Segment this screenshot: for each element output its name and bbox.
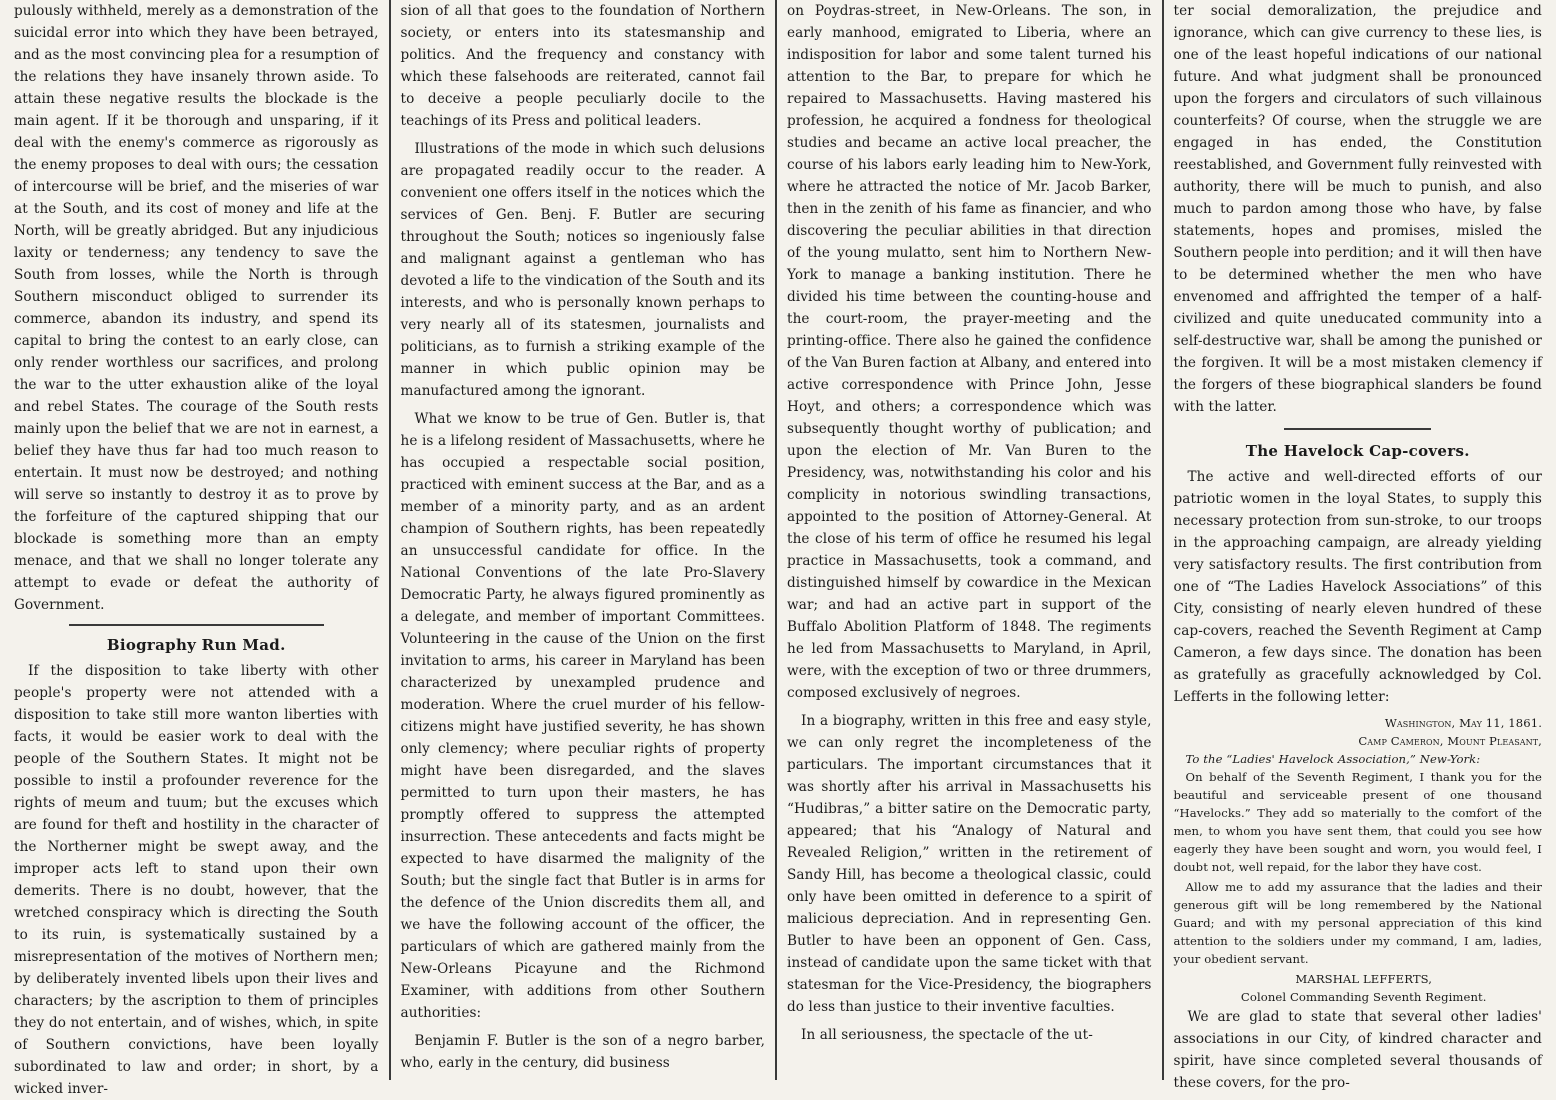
paragraph: sion of all that goes to the foundation of Northern society, or enters into its statesmanship and politics. And the frequency and constancy with which these falsehoods are reiterated, cannot fail to deceive a people peculiarly docile to the teachings of its Press and political leaders. xyxy=(400,3,765,129)
paragraph: Illustrations of the mode in which such delusions are propagated readily occur to the reader. A convenient one offers itself in the notices which the services of Gen. Benj. F. Butler are securing throughout the South; notices so ingeniously false and malignant against a gentleman who has devoted a life to the vindication of the South and its interests, and who is personally known perhaps to very nearly all of its statesmen, journalists and politicians, as to furnish a striking example of the manner in which public opinion may be manufactured among the ignorant. xyxy=(400,141,765,399)
letter-signature: MARSHAL LEFFERTS, xyxy=(1295,972,1433,986)
paragraph: In all seriousness, the spectacle of the ut- xyxy=(801,1027,1093,1043)
column-3 xyxy=(777,0,1162,1080)
paragraph: on Poydras-street, in New-Orleans. The son, in early manhood, emigrated to Liberia, where an indisposition for labor and some talent turned his attention to the Bar, to prepare for which he repaired to Massachusetts. Having mastered his profession, he acquired a fondness for theological studies and became an active local preacher, the course of his labors early leading him to New-York, where he attracted the notice of Mr. Jacob Barker, then in the zenith of his fame as financier, and who discovering the peculiar abilities in that direction of the young mulatto, sent him to Northern New-York to manage a banking institution. There he divided his time between the counting-house and the court-room, the prayer-meeting and the printing-office. There also he gained the confidence of the Van Buren faction at Albany, and entered into active correspondence with Prince John, Jesse Hoyt, and others; a correspondence which was subsequently thought worthy of publication; and upon the election of Mr. Van Buren to the Presidency, was, notwithstanding his color and his complicity in notorious swindling transactions, appointed to the position of Attorney-General. At the close of his term of office he resumed his legal practice in Massachusetts, took a command, and distinguished himself by cowardice in the Mexican war; and had an active part in support of the Buffalo Abolition Platform of 1848. The regiments he led from Massachusetts to Maryland, in April, were, with the exception of two or three drummers, composed exclusively of negroes. xyxy=(787,3,1152,701)
letter-paragraph: Allow me to add my assurance that the ladies and their generous gift will be long remembered by the National Guard; and with my personal appreciation of this kind attention to the soldiers under my command, I am, ladies, your obedient servant. xyxy=(1173,880,1542,966)
column-2 xyxy=(391,0,776,1080)
column-1 xyxy=(4,0,389,1097)
column-4 xyxy=(1164,0,1552,1091)
letter-paragraph: On behalf of the Seventh Regiment, I thank you for the beautiful and serviceable present of one thousand “Havelocks.” They add so materially to the comfort of the men, to whom you have sent them, that could you see how eagerly they have been sought and worn, you would feel, I doubt not, well repaid, for the labor they have cost. xyxy=(1173,770,1542,874)
letter-signature-title: Colonel Commanding Seventh Regiment. xyxy=(1240,990,1487,1004)
dateline: Camp Cameron, Mount Pleasant, xyxy=(1358,734,1542,748)
article-heading: The Havelock Cap-covers. xyxy=(1245,442,1470,460)
dateline: Washington, May 11, 1861. xyxy=(1384,716,1542,730)
letter-block xyxy=(1174,714,1542,1006)
paragraph: In a biography, written in this free and easy style, we can only regret the incompleteness of the particulars. The important circumstances that it was shortly after his arrival in Massachusetts his “Hudibras,” a bitter satire on the Democratic party, appeared; that his “Analogy of Natural and Revealed Religion,” written in the retirement of Sandy Hill, has become a theological classic, could only have been omitted in deference to a spirit of malicious depreciation. And in representing Gen. Butler to have been an opponent of Gen. Cass, instead of candidate upon the same ticket with that statesman for the Vice-Presidency, the biographers do less than justice to their inventive faculties. xyxy=(787,713,1152,1015)
paragraph: pulously withheld, merely as a demonstration of the suicidal error into which they have been betrayed, and as the most convincing plea for a resumption of the relations they have insanely thrown aside. To attain these negative results the blockade is the main agent. If it be thorough and unsparing, if it deal with the enemy's commerce as rigorously as the enemy proposes to deal with ours; the cessation of intercourse will be brief, and the miseries of war at the South, and its cost of money and life at the North, will be greatly abridged. But any injudicious laxity or tenderness; any tendency to save the South from losses, while the North is through Southern misconduct obliged to surrender its commerce, abandon its industry, and spend its capital to bring the contest to an early close, can only render worthless our sacrifices, and prolong the war to the utter exhaustion alike of the loyal and rebel States. The courage of the South rests mainly upon the belief that we are not in earnest, a belief they have thus far had too much reason to entertain. It must now be destroyed; and nothing will serve so instantly to destroy it as to prove by the forfeiture of the captured shipping that our blockade is something more than an empty menace, and that we shall no longer tolerate any attempt to evade or defeat the authority of Government. xyxy=(14,3,379,613)
paragraph: What we know to be true of Gen. Butler is, that he is a lifelong resident of Massachusetts, where he has occupied a respectable social position, practiced with eminent success at the Bar, and as a member of a minority party, and as an ardent champion of Southern rights, has been repeatedly an unsuccessful candidate for office. In the National Conventions of the late Pro-Slavery Democratic Party, he always figured prominently as a delegate, and member of important Committees. Volunteering in the cause of the Union on the first invitation to arms, his career in Maryland has been characterized by unexampled prudence and moderation. Where the cruel murder of his fellow-citizens might have justified severity, he has shown only clemency; where peculiar rights of property might have been disregarded, and the slaves permitted to turn upon their masters, he has promptly offered to suppress the attempted insurrection. These antecedents and facts might be expected to have disarmed the malignity of the South; but the single fact that Butler is in arms for the defence of the Union discredits them all, and we have the following account of the officer, the particulars of which are gathered mainly from the New-Orleans Picayune and the Richmond Examiner, with additions from other Southern authorities: xyxy=(400,411,765,1021)
paragraph: ter social demoralization, the prejudice and ignorance, which can give currency to these lies, is one of the least hopeful indications of our national future. And what judgment shall be pronounced upon the forgers and circulators of such villainous counterfeits? Of course, when the struggle we are engaged in has ended, the Constitution reestablished, and Government fully reinvested with authority, there will be much to punish, and also much to pardon among those who have, by false statements, hopes and promises, misled the Southern people into perdition; and it will then have to be determined whether the men who have envenomed and affrighted the temper of a half-civilized and quite uneducated community into a self-destructive war, shall be among the punished or the forgiven. It will be a most mistaken clemency if the forgers of these biographical slanders be found with the latter. xyxy=(1173,3,1542,415)
divider xyxy=(1284,428,1431,430)
letter-salutation: To the “Ladies' Havelock Association,” New-York: xyxy=(1185,752,1481,766)
paragraph: If the disposition to take liberty with other people's property were not attended with a disposition to take still more wanton liberties with facts, it would be easier work to deal with the people of the Southern States. It might not be possible to instil a profounder reverence for the rights of meum and tuum; but the excuses which are found for theft and hostility in the character of the Northerner might be swept away, and the improper acts left to stand upon their own demerits. There is no doubt, however, that the wretched conspiracy which is directing the South to its ruin, is systematically sustained by a misrepresentation of the motives of Northern men; by deliberately invented libels upon their lives and characters; by the ascription to them of principles they do not entertain, and of wishes, which, in spite of Southern convictions, have been loyally subordinated to law and order; in short, by a wicked inver- xyxy=(14,663,379,1097)
paragraph: The active and well-directed efforts of our patriotic women in the loyal States, to supply this necessary protection from sun-stroke, to our troops in the approaching campaign, are already yielding very satisfactory results. The first contribution from one of “The Ladies Havelock Associations” of this City, consisting of nearly eleven hundred of these cap-covers, reached the Seventh Regiment at Camp Cameron, a few days since. The donation has been as gratefully as gracefully acknowledged by Col. Lefferts in the following letter: xyxy=(1173,469,1542,705)
article-heading: Biography Run Mad. xyxy=(106,636,286,654)
divider xyxy=(69,624,324,626)
paragraph: We are glad to state that several other ladies' associations in our City, of kindred character and spirit, have since completed several thousands of these covers, for the pro- xyxy=(1173,1009,1542,1091)
paragraph: Benjamin F. Butler is the son of a negro barber, who, early in the century, did business xyxy=(400,1033,765,1071)
